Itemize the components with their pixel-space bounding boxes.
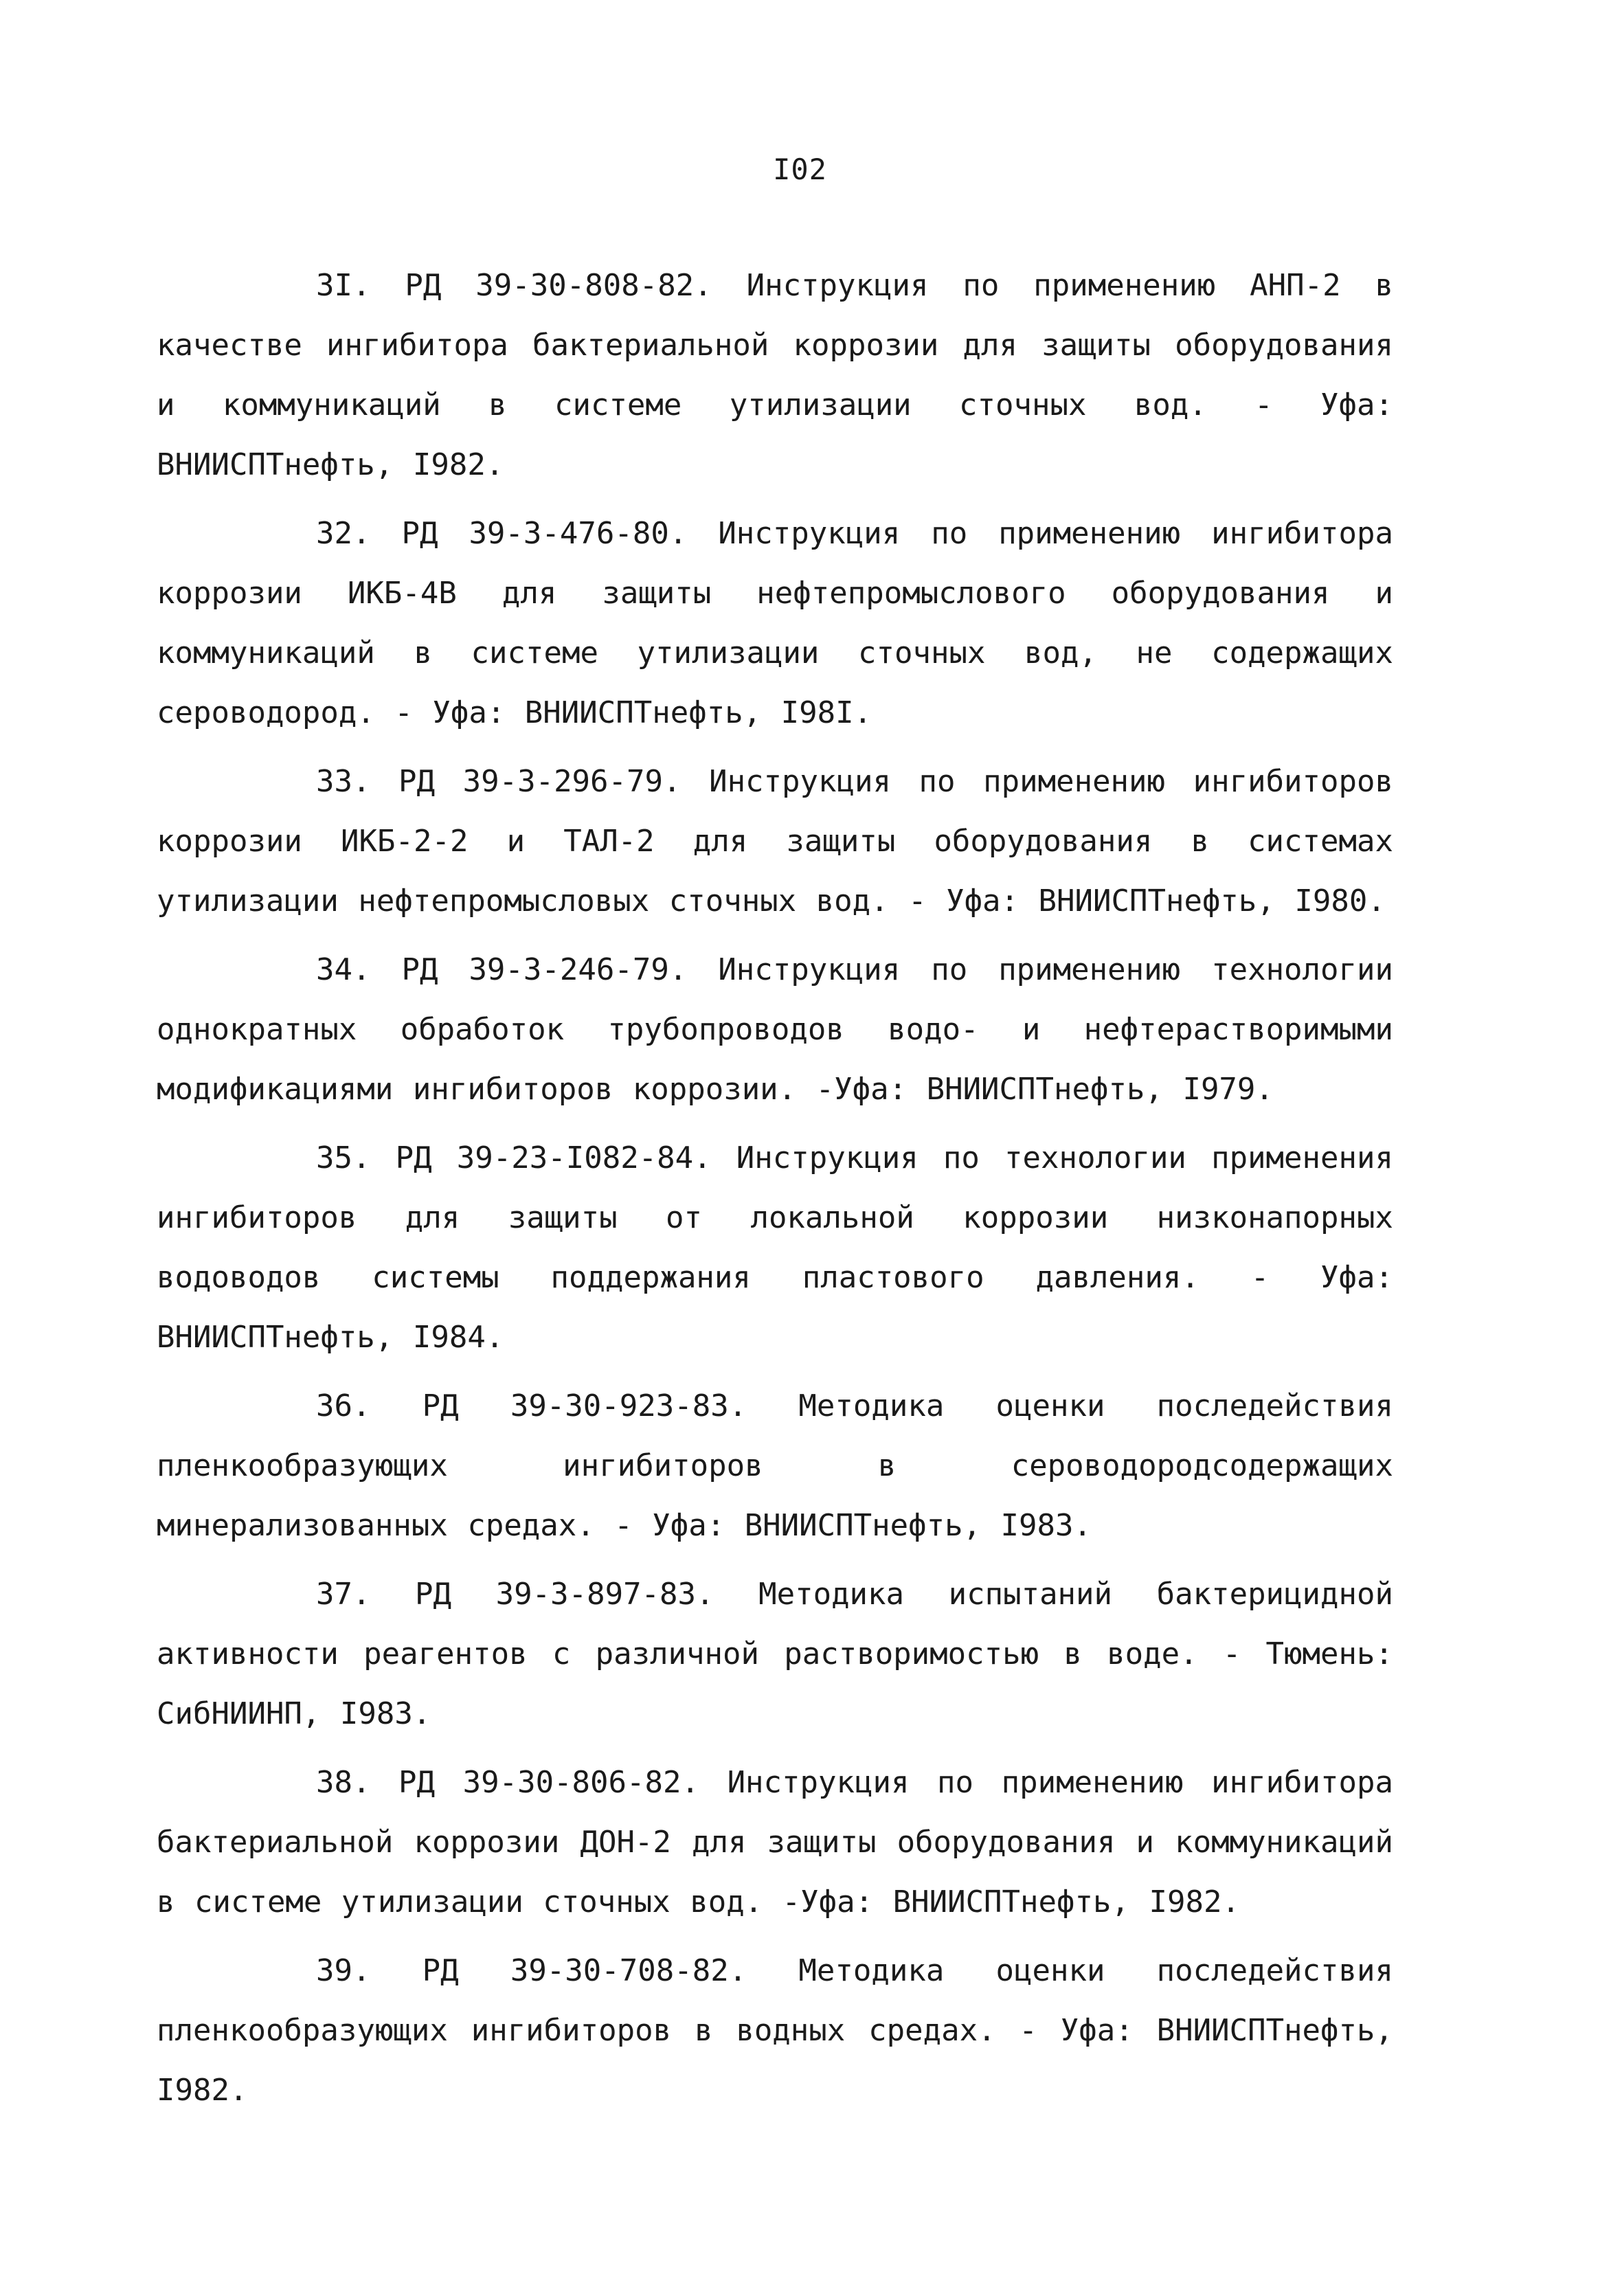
- reference-36: 36. РД 39-30-923-83. Методика оценки последействия пленкообразующих ингибиторов в сероводородсодержащих минерализованных средах. - Уфа: ВНИИСПТнефть, I983.: [157, 1388, 1393, 1543]
- page-number: I02: [773, 153, 827, 186]
- reference-38: 38. РД 39-30-806-82. Инструкция по применению ингибитора бактериальной коррозии ДОН-2 для защиты оборудования и коммуникаций в системе утилизации сточных вод. -Уфа: ВНИИСПТнефть, I982.: [157, 1765, 1393, 1920]
- reference-31: 3I. РД 39-30-808-82. Инструкция по применению АНП-2 в качестве ингибитора бактериальной коррозии для защиты оборудования и коммуникаций в системе утилизации сточных вод. - Уфа: ВНИИСПТнефть, I982.: [157, 268, 1393, 482]
- reference-35: 35. РД 39-23-I082-84. Инструкция по технологии применения ингибиторов для защиты от локальной коррозии низконапорных водоводов системы поддержания пластового давления. - Уфа: ВНИИСПТнефть, I984.: [157, 1140, 1393, 1355]
- reference-39: 39. РД 39-30-708-82. Методика оценки последействия пленкообразующих ингибиторов в водных средах. - Уфа: ВНИИСПТнефть, I982.: [157, 1953, 1393, 2108]
- reference-33: 33. РД 39-3-296-79. Инструкция по применению ингибиторов коррозии ИКБ-2-2 и ТАЛ-2 для защиты оборудования в системах утилизации нефтепромысловых сточных вод. - Уфа: ВНИИСПТнефть, I980.: [157, 764, 1393, 919]
- reference-37: 37. РД 39-3-897-83. Методика испытаний бактерицидной активности реагентов с различной растворимостью в воде. - Тюмень: СибНИИНП, I983.: [157, 1577, 1393, 1731]
- reference-32: 32. РД 39-3-476-80. Инструкция по применению ингибитора коррозии ИКБ-4В для защиты нефтепромыслового оборудования и коммуникаций в системе утилизации сточных вод, не содержащих сероводород. - Уфа: ВНИИСПТнефть, I98I.: [157, 516, 1393, 730]
- reference-34: 34. РД 39-3-246-79. Инструкция по применению технологии однократных обработок трубопроводов водо- и нефтерастворимыми модификациями ингибиторов коррозии. -Уфа: ВНИИСПТнефть, I979.: [157, 952, 1393, 1107]
- reference-list: [157, 256, 1393, 2129]
